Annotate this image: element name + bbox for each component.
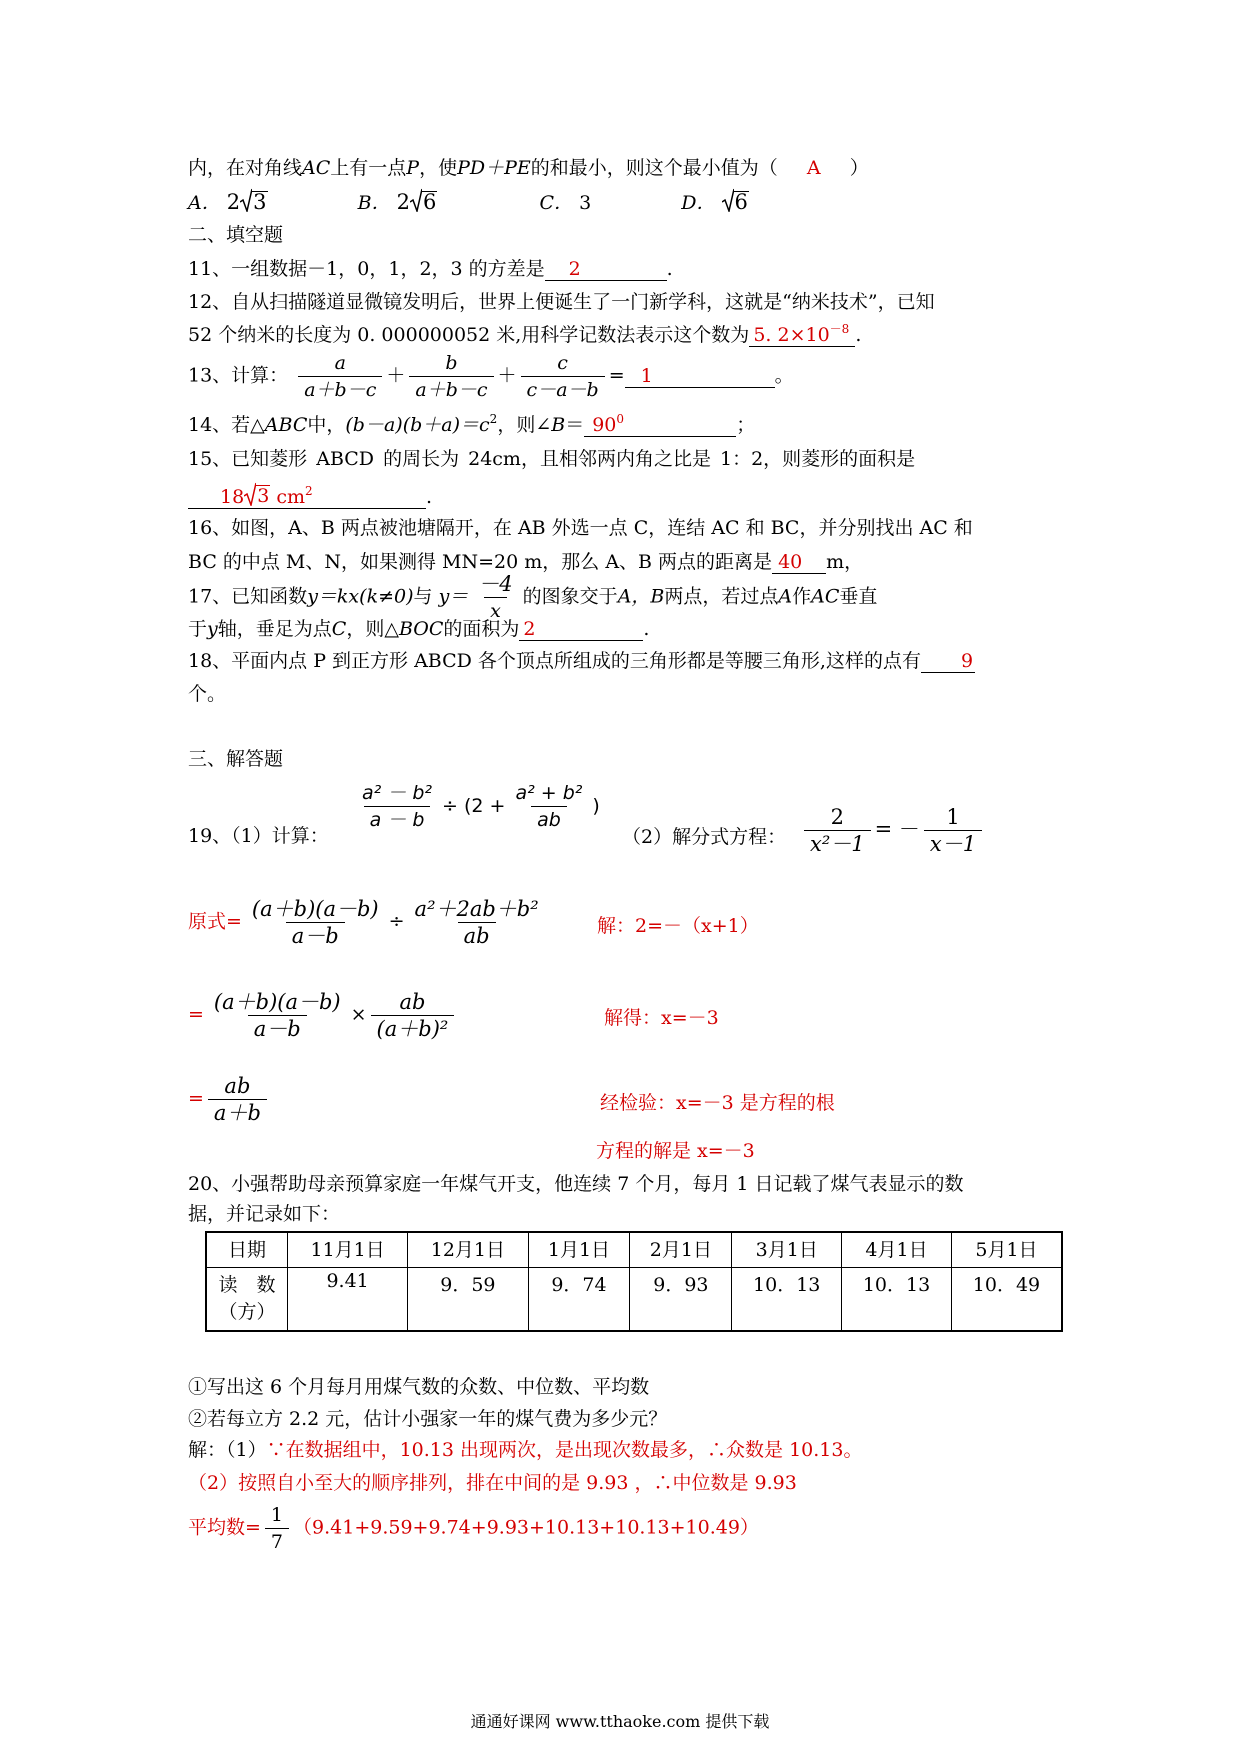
fraction-numerator: (a＋b)(a－b) — [251, 897, 379, 921]
fraction-denominator: (a＋b)² — [371, 1015, 455, 1041]
option-a-coef: 2 — [226, 190, 241, 214]
q18-text: 18、平面内点 P 到正方形 ABCD 各个顶点所组成的三角形都是等腰三角形,这样的点有 — [188, 650, 921, 672]
q14-text-c: ，则∠ — [497, 414, 552, 436]
q18-line2: 个。 — [188, 683, 227, 705]
q20-sub2: ②若每立方 2.2 元，估计小强家一年的煤气费为多少元？ — [188, 1408, 668, 1430]
row-label-line1: 读 数 — [218, 1274, 276, 1296]
q17-text-d: 两点，若过点 — [664, 585, 779, 608]
option-c-value: 3 — [579, 192, 592, 214]
q17-ab: A，B — [617, 585, 665, 608]
fraction-numerator: a² － b² — [362, 782, 433, 804]
q17-text-b: 与 — [413, 585, 433, 608]
q18-answer: 9 — [960, 650, 974, 672]
q14-end: ； — [736, 414, 756, 436]
q10-text: 内，在对角线 — [188, 157, 303, 179]
q15-answer-coef: 18 — [220, 486, 245, 508]
fraction-denominator: x－1 — [924, 830, 982, 856]
q17-y-eq: y＝ — [438, 585, 469, 608]
q12-line2 — [188, 322, 861, 348]
fraction-denominator: a＋b－c — [298, 376, 382, 402]
q19-sol2-fraction-2 — [371, 990, 455, 1041]
table-header-cell: 12月1日 — [408, 1232, 528, 1268]
q17-boc: BOC — [398, 618, 444, 640]
q19-p2-equals: = － — [874, 817, 920, 841]
q14 — [188, 412, 755, 438]
fraction-denominator: 7 — [265, 1528, 289, 1554]
q17-func: y＝kx(k≠0) — [307, 585, 414, 608]
fraction-denominator: x²－1 — [804, 830, 871, 856]
q19-p1-divide: ÷ (2 + — [442, 795, 506, 817]
q12-end: . — [855, 324, 862, 346]
sqrt-icon — [410, 188, 437, 212]
q14-text-b: 中， — [307, 414, 346, 436]
q19-eq-step3: 经检验：x=－3 是方程的根 — [600, 1092, 835, 1114]
sqrt-icon — [244, 482, 270, 506]
q10-close: ） — [849, 157, 869, 179]
q15-line1: 15、已知菱形 ABCD 的周长为 24cm，且相邻两内角之比是 1：2，则菱形的面积是 — [188, 448, 916, 470]
fraction-numerator: a²＋2ab＋b² — [414, 897, 539, 921]
q19-sol2-times: × — [350, 1003, 367, 1026]
q10-p: P — [406, 157, 420, 179]
q15-answer-unit: cm — [276, 486, 305, 508]
q11-end: . — [666, 258, 673, 280]
q19-p1-fraction-2 — [509, 781, 588, 832]
table-header-cell: 1月1日 — [528, 1232, 630, 1268]
q19-p2-fraction — [804, 805, 871, 856]
fraction-numerator: ab — [399, 990, 426, 1014]
q19-p2-fraction-2 — [924, 805, 982, 856]
q12-line1: 12、自从扫描隧道显微镜发明后，世界上便诞生了一门新学科，这就是“纳米技术”，已知 — [188, 291, 935, 313]
option-a-radicand: 3 — [253, 190, 267, 214]
q20-avg-expression: （9.41+9.59+9.74+9.93+10.13+10.13+10.49） — [293, 1516, 759, 1539]
q19-sol3-fraction — [208, 1074, 267, 1125]
q19-eq-step2: 解得：x=－3 — [604, 1007, 719, 1029]
fraction-denominator: a － b — [364, 806, 431, 832]
q14-text: 14、若△ — [188, 414, 265, 436]
table-cell: 9.41 — [288, 1268, 408, 1332]
q19-sol1-fraction-2 — [409, 897, 545, 948]
q19-label2: （2）解分式方程： — [622, 826, 787, 848]
table-cell: 9．93 — [630, 1268, 732, 1332]
footer-credit: 通通好课网 www.tthaoke.com 提供下载 — [470, 1712, 770, 1731]
q17-ac: AC — [811, 585, 840, 608]
table-row-label — [206, 1268, 288, 1332]
q17-line2-text-d: 的面积为 — [443, 618, 520, 640]
q19-label: 19、（1）计算： — [188, 825, 329, 847]
q19-solution-step3 — [188, 1074, 271, 1125]
q17-answer: 2 — [523, 618, 536, 640]
q19-eq-step4: 方程的解是 x=－3 — [596, 1140, 755, 1162]
q10-options — [188, 188, 749, 216]
fraction-numerator: －4 — [478, 572, 513, 596]
q19-solution-step2 — [188, 990, 458, 1041]
q20-sol-prefix: 解：（1） — [188, 1439, 267, 1461]
q14-b: B — [551, 414, 566, 436]
q10-line1 — [188, 155, 869, 181]
q19-sol1-label: 原式= — [188, 910, 242, 933]
q20-line1: 20、小强帮助母亲预算家庭一年煤气开支，他连续 7 个月，每月 1 日记载了煤气表显示的数 — [188, 1173, 964, 1195]
q11-answer: 2 — [568, 258, 581, 280]
section-solutions-heading: 三、解答题 — [188, 748, 284, 770]
q15-answer-radicand: 3 — [257, 485, 270, 507]
q12-answer-exponent: －8 — [829, 322, 850, 336]
q14-expr: (b－a)(b＋a)＝c — [345, 414, 490, 436]
q19-sol1-divide: ÷ — [388, 910, 405, 933]
fraction-numerator: b — [445, 352, 458, 374]
q17-line2-text: 于 — [188, 618, 208, 640]
q19-part2-equation — [800, 805, 986, 856]
q19-part1-expression — [352, 781, 600, 832]
table-header-cell: 11月1日 — [288, 1232, 408, 1268]
option-a-label: A． — [188, 192, 221, 214]
q16-text: BC 的中点 M、N，如果测得 MN=20 m，那么 A、B 两点的距离是 — [188, 551, 773, 573]
section-fill-in-heading: 二、填空题 — [188, 224, 284, 246]
q10-ac: AC — [302, 157, 331, 179]
plus-sign: ＋ — [497, 364, 517, 387]
option-d-label: D． — [681, 192, 716, 214]
fraction-denominator: ab — [458, 922, 496, 948]
q13-fraction-1 — [298, 351, 382, 402]
q20-solution-line1 — [188, 1437, 862, 1463]
equals-sign: = — [608, 364, 625, 387]
plus-sign: ＋ — [386, 364, 406, 387]
q13-fraction-3 — [521, 351, 605, 402]
fraction-numerator: c — [557, 352, 568, 374]
fraction-denominator: ab — [531, 806, 567, 832]
q15-answer-unit-sup: 2 — [305, 484, 313, 498]
q20-solution-line3 — [188, 1503, 759, 1554]
q19-sol1-fraction — [246, 897, 385, 948]
q20-avg-fraction — [265, 1503, 289, 1554]
q17-text-f: 垂直 — [839, 585, 878, 608]
q17-y: y — [207, 618, 218, 640]
q17-c: C — [331, 618, 347, 640]
q19-sol3-label: = — [188, 1087, 204, 1110]
fraction-denominator: x — [484, 597, 507, 623]
fraction-numerator: ab — [224, 1074, 251, 1098]
option-b-label: B． — [357, 192, 391, 214]
fraction-numerator: 1 — [270, 1504, 284, 1526]
q15-end: . — [426, 486, 433, 508]
table-header-cell: 3月1日 — [732, 1232, 842, 1268]
fraction-numerator: 1 — [946, 805, 960, 829]
q17-text: 17、已知函数 — [188, 585, 308, 608]
q14-answer-sup: 0 — [616, 412, 625, 426]
q10-text-b: 上有一点 — [330, 157, 407, 179]
q11-text: 11、一组数据－1，0，1，2，3 的方差是 — [188, 258, 545, 280]
q20-sub1: ①写出这 6 个月每月用煤气数的众数、中位数、平均数 — [188, 1376, 650, 1398]
table-cell: 10．13 — [842, 1268, 952, 1332]
option-d-radicand: 6 — [734, 190, 748, 214]
q18-line1 — [188, 648, 975, 674]
table-cell: 10．49 — [951, 1268, 1062, 1332]
q20-sol-mode: ∵在数据组中，10.13 出现两次，是出现次数最多，∴众数是 10.13。 — [266, 1439, 863, 1461]
fraction-denominator: c－a－b — [521, 376, 605, 402]
q17-text-c: 的图象交于 — [522, 585, 618, 608]
q14-expr-sup: 2 — [489, 412, 498, 426]
q19-solution-step1 — [188, 897, 549, 948]
table-header-cell: 4月1日 — [842, 1232, 952, 1268]
q19-sol2-fraction — [208, 990, 347, 1041]
row-label-line2: （方） — [218, 1301, 276, 1323]
table-cell: 9．59 — [408, 1268, 528, 1332]
table-header-cell: 日期 — [206, 1232, 288, 1268]
q13 — [188, 351, 794, 402]
q14-text-d: ＝ — [565, 414, 585, 436]
q17-line2-text-b: 轴，垂足为点 — [217, 618, 332, 640]
fraction-denominator: a＋b－c — [409, 376, 493, 402]
q20-line2: 据，并记录如下： — [188, 1203, 341, 1225]
q17-a: A — [778, 585, 793, 608]
q19-sol2-label: = — [188, 1003, 204, 1026]
fraction-numerator: 2 — [830, 805, 844, 829]
q10-text-c: ，使 — [419, 157, 458, 179]
q16-end: m， — [826, 551, 864, 573]
table-cell: 9．74 — [528, 1268, 630, 1332]
q17-line2 — [188, 616, 649, 642]
sqrt-icon — [722, 188, 749, 212]
q17-line2-text-c: ，则△ — [346, 618, 399, 640]
q19-eq-step1: 解：2=－（x+1） — [597, 915, 759, 937]
table-header-row — [206, 1232, 1062, 1268]
q11 — [188, 256, 673, 282]
table-header-cell: 5月1日 — [951, 1232, 1062, 1268]
q13-end: 。 — [774, 364, 794, 387]
q14-answer: 90 — [592, 414, 617, 436]
fraction-denominator: a＋b — [208, 1099, 267, 1125]
q16-answer: 40 — [778, 551, 803, 573]
q19-p1-fraction — [356, 781, 438, 832]
fraction-denominator: a－b — [286, 922, 345, 948]
q14-abc: ABC — [264, 414, 308, 436]
q10-answer: A — [806, 157, 821, 179]
q12-text: 52 个纳米的长度为 0. 000000052 米,用科学记数法表示这个数为 — [188, 324, 750, 346]
option-b-coef: 2 — [396, 190, 411, 214]
fraction-numerator: a — [334, 352, 346, 374]
q16-line1: 16、如图，A、B 两点被池塘隔开，在 AB 外选一点 C，连结 AC 和 BC，并分别找出 AC 和 — [188, 517, 973, 539]
q20-solution-line2: （2）按照自小至大的顺序排列，排在中间的是 9.93 ，∴中位数是 9.93 — [188, 1472, 797, 1494]
fraction-denominator: a－b — [248, 1015, 307, 1041]
fraction-numerator: (a＋b)(a－b) — [213, 990, 341, 1014]
sqrt-icon — [240, 188, 267, 212]
q13-answer: 1 — [640, 364, 653, 387]
q17-text-e: 作 — [792, 585, 812, 608]
q10-text-d: 的和最小，则这个最小值为（ — [530, 157, 778, 179]
q13-label: 13、计算： — [188, 364, 289, 387]
table-cell: 10．13 — [732, 1268, 842, 1332]
q12-answer: 5. 2×10 — [753, 324, 830, 346]
fraction-numerator: a² + b² — [515, 782, 583, 804]
q20-avg-label: 平均数= — [188, 1516, 261, 1539]
table-header-cell: 2月1日 — [630, 1232, 732, 1268]
q10-expr: PD＋PE — [457, 157, 531, 179]
q19-p1-close: ) — [592, 795, 600, 817]
q17-end: . — [643, 618, 650, 640]
table-row — [206, 1268, 1062, 1332]
gas-readings-table — [205, 1231, 1063, 1332]
option-c-label: C． — [539, 192, 574, 214]
q13-fraction-2 — [409, 351, 493, 402]
q15-line2 — [188, 482, 432, 510]
option-b-radicand: 6 — [423, 190, 437, 214]
